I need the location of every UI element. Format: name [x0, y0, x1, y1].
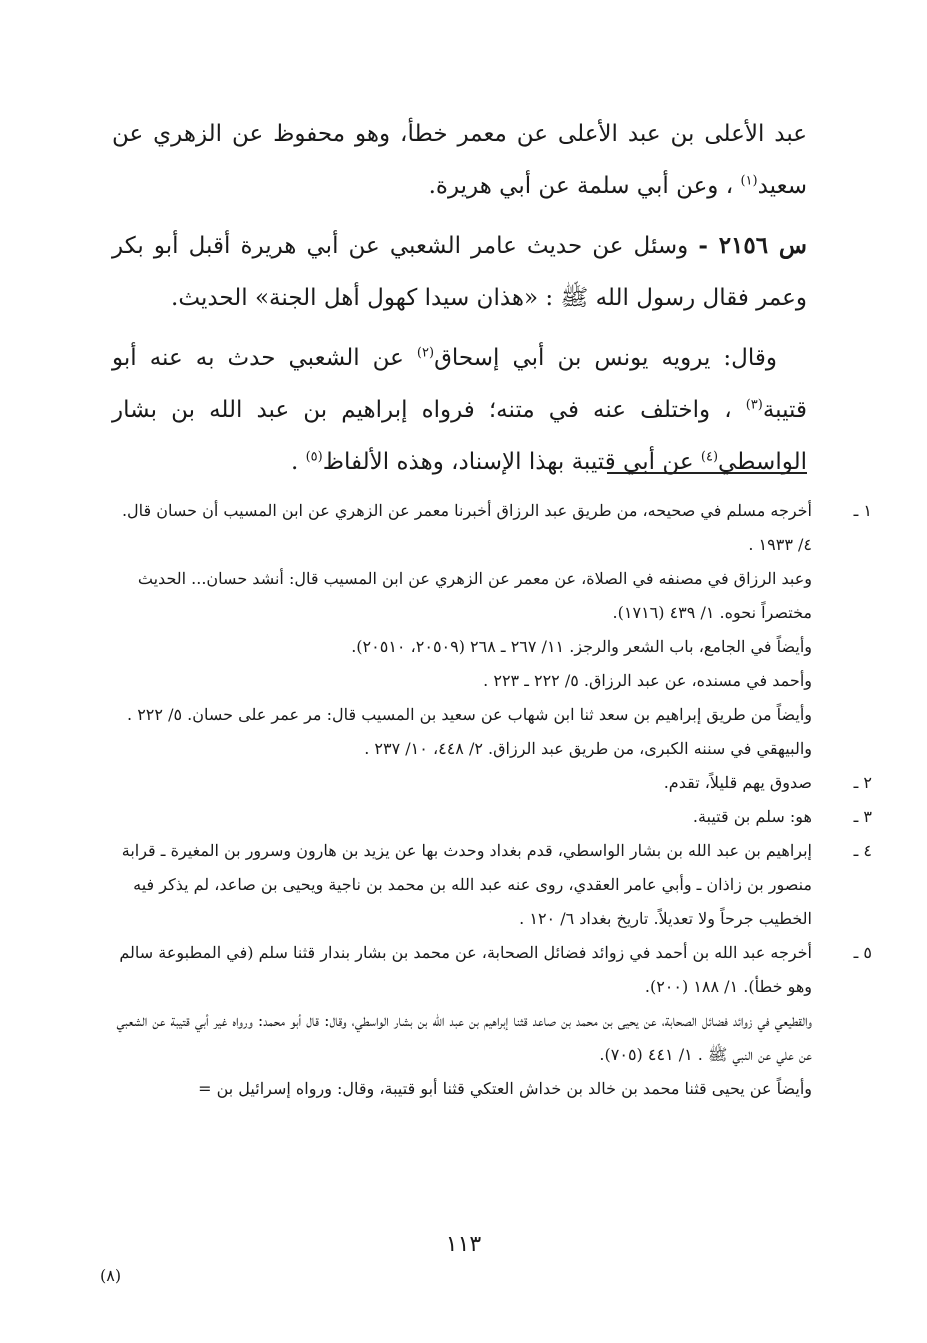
- answer-part-3: ، واختلف عنه في متنه؛ فرواه إبراهيم بن عبد الله بن بشار الواسطي: [112, 397, 807, 475]
- footnote-line: والقطيعي في زوائد فضائل الصحابة، عن يحيى بن محمد بن صاعد قثنا إبراهيم بن عبد الله بن بشار الواسطي، وقال: قال أبو محمد: ورواه غير أبي قتيبة عن الشعبي عن علي عن النبي ﷺ . ١/ ٤٤١ (٧٠٥).: [116, 1011, 812, 1064]
- footnote-number: ٢ ـ: [853, 773, 872, 792]
- footnote-line: أخرجه عبد الله بن أحمد في زوائد فضائل الصحابة، عن محمد بن بشار بندار قثنا سلم (في المطبوعة سالم وهو خطأ). ١/ ١٨٨ (٢٠٠).: [119, 943, 812, 996]
- answer-part-2: عن الشعبي حدث به عنه أبو قتيبة: [112, 345, 807, 423]
- answer-part-1: وقال: يرويه يونس بن أبي إسحاق: [434, 345, 777, 371]
- footnote-line: إبراهيم بن عبد الله بن بشار الواسطي، قدم بغداد وحدث بها عن يزيد بن هارون وسرور بن المغيرة ـ قرابة منصور بن زاذان ـ وأبي عامر العقدي، روى عنه عبد الله بن محمد بن ناجية ويحيى بن صاعد، لم يذكر فيه الخطيب جرحاً ولا تعديلاً. تاريخ بغداد ٦/ ١٢٠ .: [121, 841, 812, 928]
- footnote-line: وأيضاً من طريق إبراهيم بن سعد ثنا ابن شهاب عن سعيد بن المسيب قال: مر عمر على حسان. ٥/ ٢٢٢ .: [127, 705, 812, 724]
- intro-text: عبد الأعلى بن عبد الأعلى عن معمر خطأ، وهو محفوظ عن الزهري عن سعيد: [112, 121, 807, 199]
- footnote-ref-3: (٣): [745, 397, 763, 413]
- footnote-line: وأحمد في مسنده، عن عبد الرزاق. ٥/ ٢٢٢ ـ ٢٢٣ .: [483, 671, 812, 690]
- footnote-number: ٣ ـ: [853, 807, 872, 826]
- answer-part-5: .: [290, 449, 306, 475]
- footnote-separator: [607, 472, 807, 474]
- footnote-line: وأيضاً في الجامع، باب الشعر والرجز. ١١/ ٢٦٧ ـ ٢٦٨ (٢٠٥٠٩، ٢٠٥١٠).: [351, 637, 812, 656]
- footnote-number: ١ ـ: [853, 501, 872, 520]
- question-text: وسئل عن حديث عامر الشعبي عن أبي هريرة أقبل أبو بكر وعمر فقال رسول الله ﷺ : «هذان سيدا كهول أهل الجنة» الحديث.: [112, 233, 807, 311]
- footnote-ref-1: (١): [740, 173, 758, 189]
- answer-paragraph: [112, 332, 807, 488]
- intro-tail: ، وعن أبي سلمة عن أبي هريرة.: [428, 173, 741, 199]
- page-number: ١١٣: [445, 1232, 482, 1257]
- question-number: س ٢١٥٦ -: [698, 232, 807, 259]
- paragraph-intro: [112, 108, 807, 212]
- footnote-line: والبيهقي في سننه الكبرى، من طريق عبد الرزاق. ٢/ ٤٤٨، ١٠/ ٢٣٧ .: [364, 739, 812, 758]
- footnote-number: ٥ ـ: [853, 943, 872, 962]
- footnote-ref-5: (٥): [305, 449, 323, 465]
- footnote-2: [112, 766, 872, 800]
- footnote-4: [112, 834, 872, 936]
- footnote-5: [112, 936, 872, 1106]
- question-paragraph: [112, 220, 807, 324]
- footnote-ref-2: (٢): [416, 345, 435, 361]
- footnote-3: [112, 800, 872, 834]
- main-text: [112, 108, 807, 496]
- footnote-1: [112, 494, 872, 766]
- footnote-ref-4: (٤): [700, 449, 719, 465]
- footnotes: [112, 494, 872, 1106]
- footnote-line: أخرجه مسلم في صحيحه، من طريق عبد الرزاق أخبرنا معمر عن الزهري عن ابن المسيب أن حسان قال. ٤/ ١٩٣٣ .: [121, 501, 812, 554]
- answer-part-4: عن أبي قتيبة بهذا الإسناد، وهذه الألفاظ: [322, 449, 701, 475]
- signature-mark: (٨): [100, 1266, 122, 1285]
- footnote-line: وأيضاً عن يحيى قثنا محمد بن خالد بن خداش العتكي قثنا أبو قتيبة، وقال: ورواه إسرائيل بن =: [198, 1079, 812, 1098]
- footnote-line: صدوق يهم قليلاً، تقدم.: [663, 773, 812, 792]
- footnote-number: ٤ ـ: [853, 841, 872, 860]
- footnote-line: وعبد الرزاق في مصنفه في الصلاة، عن معمر عن الزهري عن ابن المسيب قال: أنشد حسان... الحديث مختصراً نحوه. ١/ ٤٣٩ (١٧١٦).: [137, 569, 812, 622]
- footnote-line: هو: سلم بن قتيبة.: [692, 807, 812, 826]
